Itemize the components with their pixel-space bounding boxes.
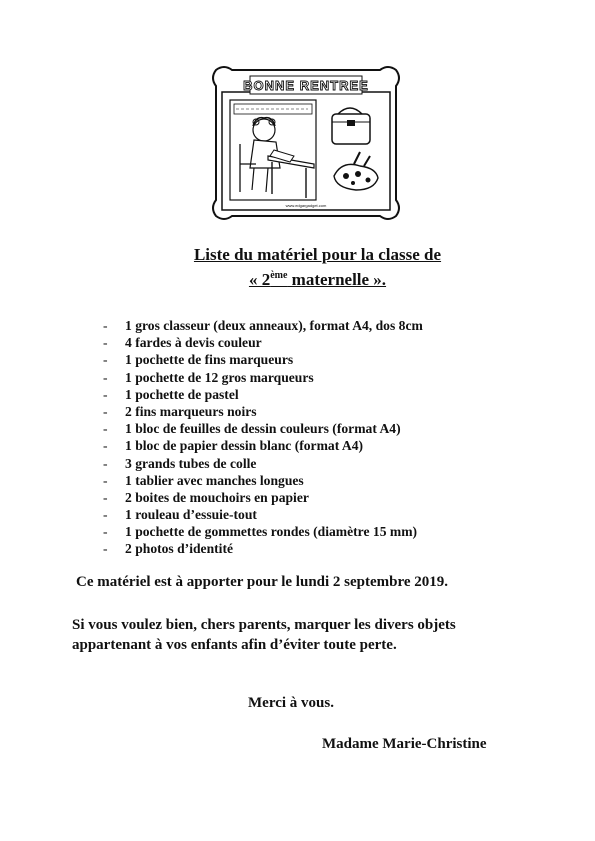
list-item [103,472,423,489]
request-text-line-2: appartenant à vos enfants afin d’éviter toute perte. [72,637,397,653]
list-bullet: - [103,369,108,385]
subtitle-prefix: « 2 [248,270,271,289]
list-item-text: 1 tablier avec manches longues [125,472,304,488]
request-text-line-1: Si vous voulez bien, chers parents, marquer les divers objets [72,617,456,633]
list-bullet: - [103,524,108,540]
illustration-credit: www.edgargadget.com [285,203,327,208]
list-item-text: 2 photos d’identité [125,541,234,557]
subtitle-suffix: maternelle ». [287,270,387,289]
list-item-text: 1 pochette de gommettes rondes (diamètre 15 mm) [125,524,418,540]
bonne-rentree-illustration [210,64,402,222]
list-item-text: 1 bloc de feuilles de dessin couleurs (format A4) [125,421,401,437]
list-item [103,403,423,420]
page-title: Liste du matériel pour la classe de [193,245,442,264]
list-bullet: - [103,507,108,523]
list-bullet: - [103,489,108,505]
pencil-case-icon [334,152,378,190]
signature: Madame Marie-Christine [322,736,487,752]
deadline-text: Ce matériel est à apporter pour le lundi 2 septembre 2019. [76,574,449,590]
list-item [103,334,423,351]
list-item-text: 1 pochette de 12 gros marqueurs [125,369,314,385]
list-item-text: 1 bloc de papier dessin blanc (format A4) [125,438,364,454]
list-item [103,317,423,334]
list-item-text: 2 fins marqueurs noirs [125,403,257,419]
list-bullet: - [103,438,108,454]
list-item [103,420,423,437]
list-item-text: 1 pochette de fins marqueurs [125,352,294,368]
list-bullet: - [103,541,108,557]
list-item [103,369,423,386]
subtitle-superscript: ème [270,270,288,281]
list-item [103,386,423,403]
list-bullet: - [103,352,108,368]
list-item-text: 4 fardes à devis couleur [125,335,262,351]
list-bullet: - [103,335,108,351]
list-bullet: - [103,318,108,333]
schoolbag-icon [332,108,370,144]
list-item-text: 1 gros classeur (deux anneaux), format A4, dos 8cm [125,318,423,333]
thanks-text: Merci à vous. [248,695,334,711]
supply-list [103,317,423,558]
list-item [103,523,423,540]
page-subtitle [20,270,595,290]
list-bullet: - [103,421,108,437]
list-item [103,489,423,506]
banner-text: BONNE RENTREE [243,78,369,93]
list-item-text: 1 rouleau d’essuie-tout [125,507,257,523]
list-bullet: - [103,455,108,471]
list-item-text: 1 pochette de pastel [125,386,239,402]
list-item [103,437,423,454]
list-item-text: 3 grands tubes de colle [125,455,257,471]
list-bullet: - [103,403,108,419]
list-item-text: 2 boites de mouchoirs en papier [125,489,309,505]
list-item [103,506,423,523]
list-bullet: - [103,472,108,488]
list-item [103,455,423,472]
list-item [103,351,423,368]
list-bullet: - [103,386,108,402]
list-item [103,540,423,557]
